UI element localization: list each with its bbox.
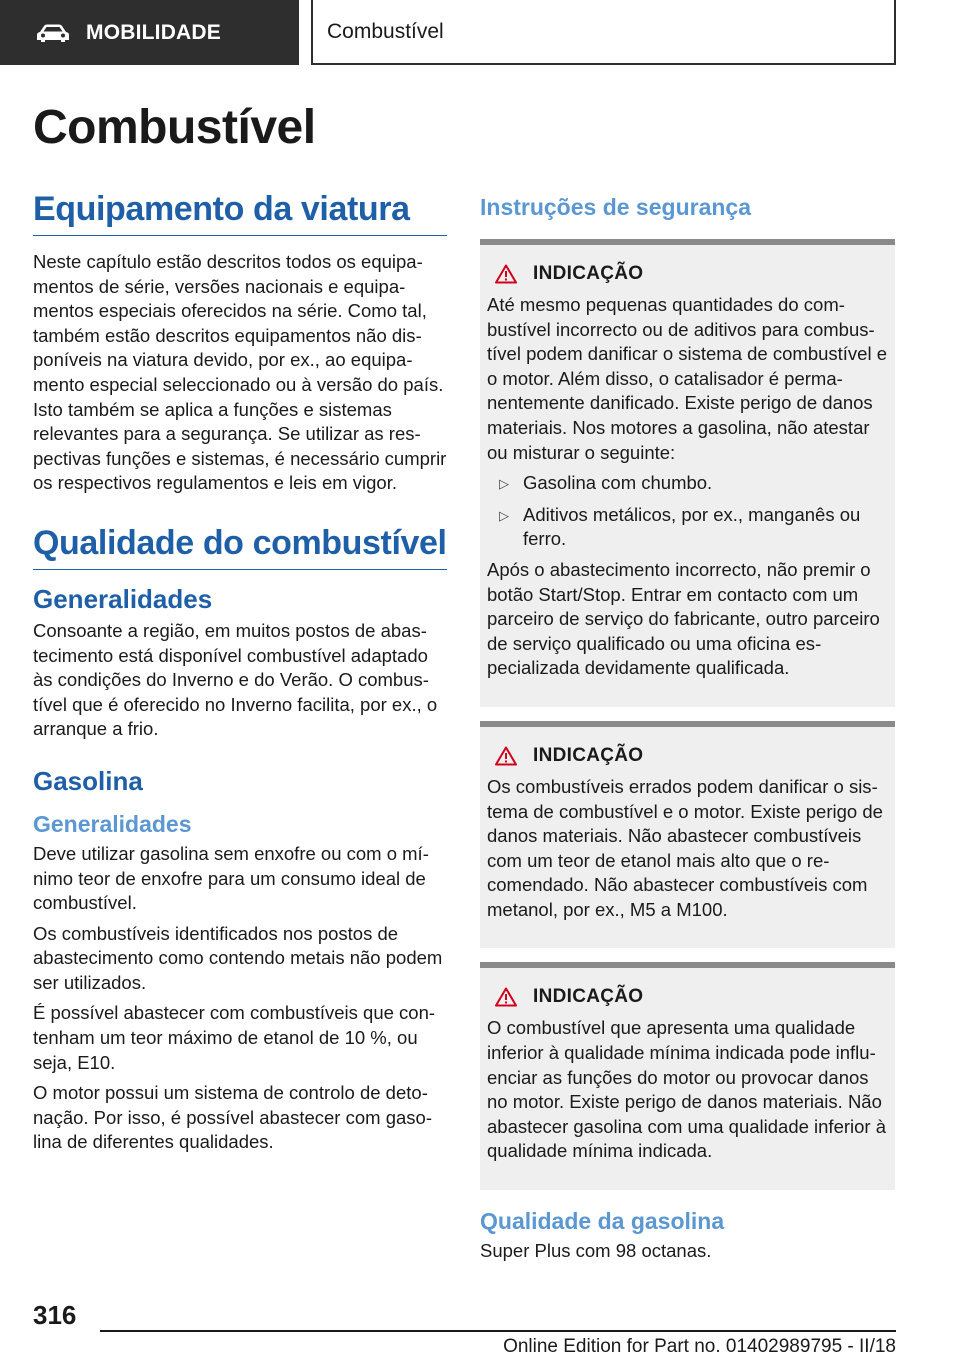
- gasoline-paragraph: O motor possui um sistema de controlo de detonação. Por isso, é possível abastecer com gasolina de diferentes qualidades.: [33, 1082, 432, 1153]
- notice-box: [480, 239, 895, 707]
- warning-triangle-icon: [495, 987, 517, 1007]
- chapter-box: [311, 0, 896, 65]
- notice-text: Após o abastecimento incorrecto, não premir o botão Start/Stop. Entrar em contacto com um parceiro de serviço do fabricante, outro parceiro de serviço qualificado ou uma oficina especializada devidamente qualificada.: [487, 558, 880, 679]
- section-tab: [0, 0, 299, 65]
- safety-heading: Instruções de segurança: [480, 194, 751, 220]
- notice-label: INDICAÇÃO: [533, 263, 644, 284]
- page-number: 316: [33, 1300, 77, 1330]
- notice-box: [480, 962, 895, 1190]
- petrol-quality-text: Super Plus com 98 octanas.: [480, 1240, 712, 1262]
- list-item: [487, 471, 887, 497]
- gasoline-paragraph: Os combustíveis identificados nos postos de abastecimento como contendo metais não podem ser utilizados.: [33, 922, 443, 993]
- general-text: Consoante a região, em muitos postos de abastecimento está disponível combustível adaptado às condições do Inverno e do Verão. O combustível que é oferecido no Inverno facilita, por ex., o arranque a frio.: [33, 619, 438, 740]
- gasoline-general-heading: Generalidades: [33, 810, 192, 837]
- right-column: [480, 190, 895, 1270]
- footer-divider: [100, 1330, 896, 1332]
- gasoline-paragraph: É possível abastecer com combustíveis que contenham um teor máximo de etanol de 10 %, ou seja, E10.: [33, 1002, 436, 1073]
- warning-triangle-icon: [495, 264, 517, 284]
- petrol-quality-heading: Qualidade da gasolina: [480, 1208, 725, 1235]
- general-heading: Generalidades: [33, 583, 213, 614]
- notice-header: [487, 263, 887, 285]
- notice-text: Até mesmo pequenas quantidades do combustível incorrecto ou de aditivos para combustível podem danificar o sistema de combustível e o motor. Além disso, o catalisador é permanentemente danificado. Existe perigo de danos materiais. Nos motores a gasolina, não atestar ou misturar o seguinte:: [487, 294, 887, 463]
- list-item: [487, 503, 887, 552]
- triangle-bullet-icon: ▷: [499, 476, 509, 492]
- list-item-text: Gasolina com chumbo.: [523, 472, 713, 494]
- notice-box: [480, 721, 895, 949]
- list-item-text: Aditivos metálicos, por ex., manganês ou ferro.: [523, 503, 861, 550]
- notice-label: INDICAÇÃO: [533, 986, 644, 1008]
- chapter-label: Combustível: [327, 19, 444, 43]
- notice-text: Os combustíveis errados podem danificar o sistema de combustível e o motor. Existe perigo de danos materiais. Não abastecer combustíveis com um teor de etanol mais alto que o recomendado. Não abastecer combustíveis com metanol, por ex., M5 a M100.: [487, 775, 883, 920]
- notice-text: O combustível que apresenta uma qualidade inferior à qualidade mínima indicada pode influenciar as funções do motor ou provocar danos no motor. Existe perigo de danos materiais. Não abastecer gasolina com uma qualidade inferior à qualidade mínima indicada.: [487, 1017, 887, 1162]
- equipment-text: Neste capítulo estão descritos todos os equipamentos de série, versões nacionais e equipamentos especiais oferecidos na série. Como tal, também estão descritos equipamentos não disponíveis na viatura devido, por ex., ao equipamento especial seleccionado ou à versão do país. Isto também se aplica a funções e sistemas relevantes para a segurança. Se utilizar as respectivas funções e sistemas, é necessário cumprir os respectivos regulamentos e leis em vigor.: [33, 251, 447, 494]
- notice-header: [487, 986, 887, 1008]
- notice-header: [487, 745, 887, 767]
- left-column: [33, 190, 447, 1161]
- car-icon: [36, 23, 70, 43]
- warning-triangle-icon: [495, 746, 517, 766]
- triangle-bullet-icon: ▷: [499, 507, 509, 523]
- equipment-heading: Equipamento da viatura: [33, 190, 447, 236]
- gasoline-paragraph: Deve utilizar gasolina sem enxofre ou com o mínimo teor de enxofre para um consumo ideal de combustível.: [33, 842, 429, 914]
- page-title: Combustível: [33, 101, 316, 154]
- edition-text: Online Edition for Part no. 01402989795 - II/18: [503, 1336, 896, 1357]
- notice-label: INDICAÇÃO: [533, 744, 644, 766]
- gasoline-heading: Gasolina: [33, 765, 143, 796]
- fuel-quality-heading: Qualidade do combustível: [33, 524, 447, 570]
- section-label: MOBILIDADE: [86, 20, 221, 44]
